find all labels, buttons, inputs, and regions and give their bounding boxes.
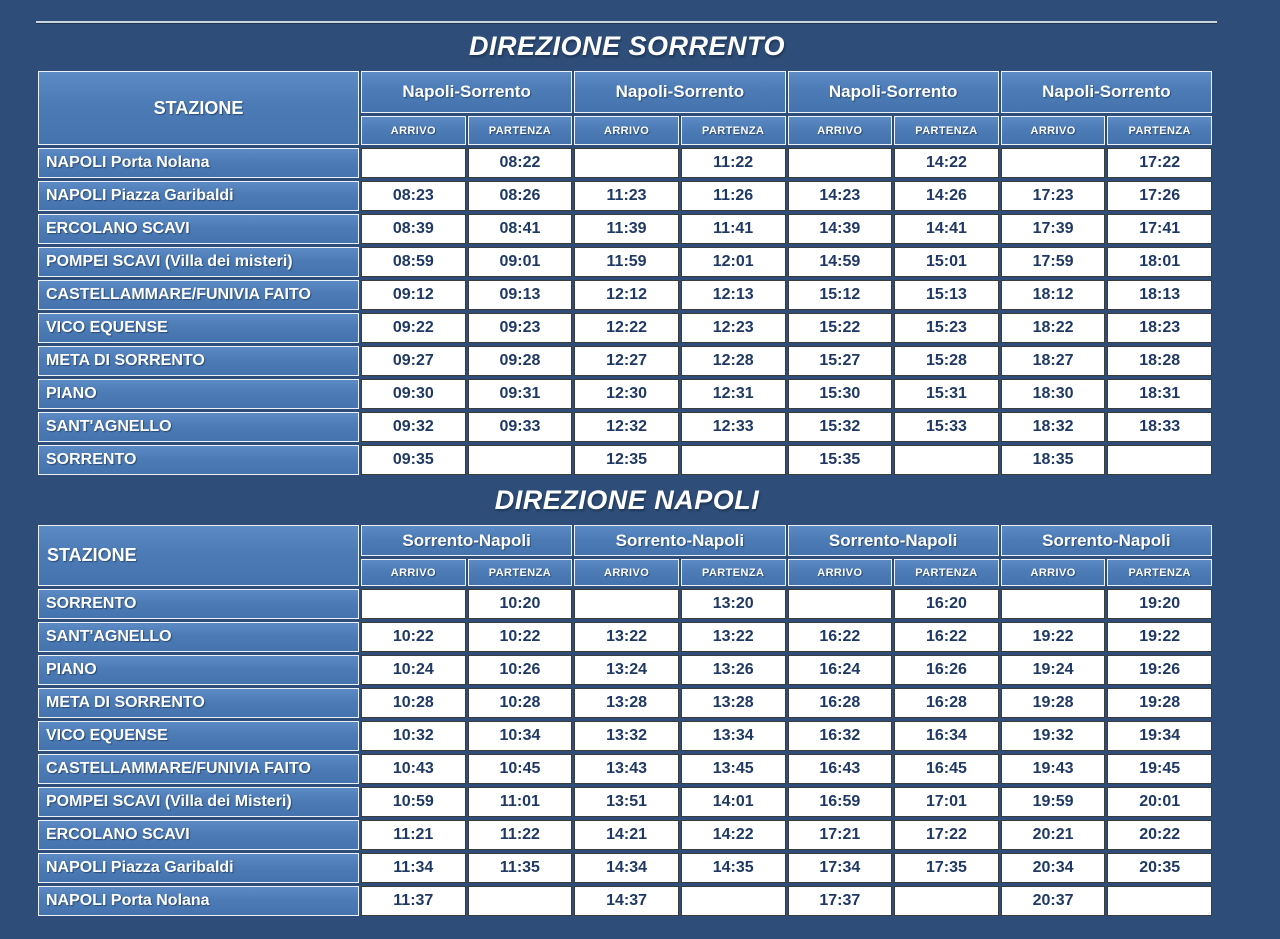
time-cell: 14:22 xyxy=(894,148,999,178)
train-group-header: Sorrento-Napoli xyxy=(574,525,785,556)
partenza-column-header: PARTENZA xyxy=(894,116,999,145)
time-cell: 19:32 xyxy=(1001,721,1106,751)
table-row xyxy=(38,688,1212,718)
time-cell: 18:12 xyxy=(1001,280,1106,310)
time-cell: 17:41 xyxy=(1107,214,1212,244)
time-cell: 14:34 xyxy=(574,853,679,883)
time-cell: 09:32 xyxy=(361,412,466,442)
time-cell: 10:22 xyxy=(361,622,466,652)
time-cell: 19:22 xyxy=(1107,622,1212,652)
time-cell: 09:31 xyxy=(468,379,573,409)
arrivo-column-header: ARRIVO xyxy=(574,116,679,145)
time-cell: 13:26 xyxy=(681,655,786,685)
time-cell: 12:30 xyxy=(574,379,679,409)
section-title: DIREZIONE NAPOLI xyxy=(494,485,760,515)
time-cell: 08:59 xyxy=(361,247,466,277)
arrivo-column-header: ARRIVO xyxy=(788,559,893,586)
time-cell: 12:31 xyxy=(681,379,786,409)
direzione-napoli-section xyxy=(38,485,1280,919)
time-cell xyxy=(788,148,893,178)
time-cell: 20:21 xyxy=(1001,820,1106,850)
time-cell: 12:13 xyxy=(681,280,786,310)
station-cell: META DI SORRENTO xyxy=(38,346,359,376)
time-cell: 12:12 xyxy=(574,280,679,310)
time-cell: 13:43 xyxy=(574,754,679,784)
time-cell: 11:22 xyxy=(468,820,573,850)
time-cell: 20:35 xyxy=(1107,853,1212,883)
time-cell: 16:43 xyxy=(788,754,893,784)
top-divider xyxy=(36,21,1217,24)
time-cell: 09:28 xyxy=(468,346,573,376)
table-row xyxy=(38,721,1212,751)
table-row xyxy=(38,214,1212,244)
time-cell: 16:22 xyxy=(788,622,893,652)
time-cell xyxy=(468,445,573,475)
time-cell: 14:22 xyxy=(681,820,786,850)
table-row xyxy=(38,280,1212,310)
time-cell: 10:24 xyxy=(361,655,466,685)
station-cell: ERCOLANO SCAVI xyxy=(38,820,359,850)
table-row xyxy=(38,754,1212,784)
time-cell: 18:30 xyxy=(1001,379,1106,409)
partenza-column-header: PARTENZA xyxy=(1107,559,1212,586)
time-cell: 13:20 xyxy=(681,589,786,619)
time-cell: 10:34 xyxy=(468,721,573,751)
time-cell: 17:22 xyxy=(894,820,999,850)
time-cell: 13:45 xyxy=(681,754,786,784)
station-cell: SORRENTO xyxy=(38,589,359,619)
time-cell: 14:23 xyxy=(788,181,893,211)
station-cell: PIANO xyxy=(38,379,359,409)
table-row xyxy=(38,886,1212,916)
time-cell: 11:59 xyxy=(574,247,679,277)
station-cell: VICO EQUENSE xyxy=(38,721,359,751)
time-cell xyxy=(1001,589,1106,619)
time-cell: 19:59 xyxy=(1001,787,1106,817)
time-cell: 12:28 xyxy=(681,346,786,376)
table-row xyxy=(38,181,1212,211)
time-cell xyxy=(361,148,466,178)
time-cell: 16:22 xyxy=(894,622,999,652)
table-row xyxy=(38,853,1212,883)
partenza-column-header: PARTENZA xyxy=(468,559,573,586)
time-cell: 16:59 xyxy=(788,787,893,817)
time-cell: 18:31 xyxy=(1107,379,1212,409)
time-cell: 18:22 xyxy=(1001,313,1106,343)
time-cell: 08:22 xyxy=(468,148,573,178)
partenza-column-header: PARTENZA xyxy=(681,116,786,145)
time-cell: 17:21 xyxy=(788,820,893,850)
direzione-sorrento-section xyxy=(38,31,1280,478)
time-cell: 14:01 xyxy=(681,787,786,817)
time-cell: 16:28 xyxy=(894,688,999,718)
time-cell xyxy=(574,589,679,619)
table-row xyxy=(38,313,1212,343)
time-cell: 10:22 xyxy=(468,622,573,652)
table-row xyxy=(38,589,1212,619)
arrivo-column-header: ARRIVO xyxy=(361,116,466,145)
time-cell: 15:22 xyxy=(788,313,893,343)
time-cell: 20:34 xyxy=(1001,853,1106,883)
time-cell xyxy=(1107,445,1212,475)
station-cell: CASTELLAMMARE/FUNIVIA FAITO xyxy=(38,754,359,784)
time-cell: 14:21 xyxy=(574,820,679,850)
time-cell: 19:43 xyxy=(1001,754,1106,784)
partenza-column-header: PARTENZA xyxy=(681,559,786,586)
arrivo-column-header: ARRIVO xyxy=(1001,116,1106,145)
time-cell: 13:22 xyxy=(574,622,679,652)
time-cell: 12:23 xyxy=(681,313,786,343)
arrivo-column-header: ARRIVO xyxy=(574,559,679,586)
table-row xyxy=(38,379,1212,409)
train-group-header: Napoli-Sorrento xyxy=(574,71,785,113)
time-cell: 13:28 xyxy=(574,688,679,718)
time-cell: 10:26 xyxy=(468,655,573,685)
time-cell: 13:32 xyxy=(574,721,679,751)
time-cell: 11:26 xyxy=(681,181,786,211)
time-cell: 18:28 xyxy=(1107,346,1212,376)
train-group-header: Sorrento-Napoli xyxy=(1001,525,1212,556)
train-group-header: Napoli-Sorrento xyxy=(788,71,999,113)
time-cell: 16:24 xyxy=(788,655,893,685)
time-cell: 19:28 xyxy=(1001,688,1106,718)
time-cell: 12:35 xyxy=(574,445,679,475)
time-cell: 09:33 xyxy=(468,412,573,442)
time-cell: 11:01 xyxy=(468,787,573,817)
time-cell: 15:01 xyxy=(894,247,999,277)
direzione-sorrento-table xyxy=(36,68,1214,478)
time-cell: 16:45 xyxy=(894,754,999,784)
station-cell: PIANO xyxy=(38,655,359,685)
time-cell: 12:33 xyxy=(681,412,786,442)
train-group-header: Napoli-Sorrento xyxy=(361,71,572,113)
time-cell: 16:28 xyxy=(788,688,893,718)
station-cell: SANT'AGNELLO xyxy=(38,412,359,442)
time-cell: 17:59 xyxy=(1001,247,1106,277)
station-cell: ERCOLANO SCAVI xyxy=(38,214,359,244)
time-cell: 18:13 xyxy=(1107,280,1212,310)
time-cell: 13:28 xyxy=(681,688,786,718)
section-title: DIREZIONE SORRENTO xyxy=(468,31,786,61)
time-cell xyxy=(681,886,786,916)
time-cell: 10:45 xyxy=(468,754,573,784)
time-cell: 12:27 xyxy=(574,346,679,376)
table-row xyxy=(38,787,1212,817)
time-cell: 11:39 xyxy=(574,214,679,244)
time-cell: 18:35 xyxy=(1001,445,1106,475)
time-cell: 12:01 xyxy=(681,247,786,277)
station-column-header: STAZIONE xyxy=(38,525,359,586)
arrivo-column-header: ARRIVO xyxy=(1001,559,1106,586)
time-cell xyxy=(574,148,679,178)
time-cell: 15:28 xyxy=(894,346,999,376)
time-cell: 14:59 xyxy=(788,247,893,277)
time-cell: 08:26 xyxy=(468,181,573,211)
table-row xyxy=(38,247,1212,277)
time-cell: 17:35 xyxy=(894,853,999,883)
time-cell: 13:34 xyxy=(681,721,786,751)
time-cell: 17:01 xyxy=(894,787,999,817)
time-cell: 08:41 xyxy=(468,214,573,244)
time-cell xyxy=(1107,886,1212,916)
table-row xyxy=(38,655,1212,685)
group-header-row xyxy=(38,71,1212,113)
table-row xyxy=(38,412,1212,442)
time-cell: 08:23 xyxy=(361,181,466,211)
time-cell: 15:12 xyxy=(788,280,893,310)
time-cell: 14:35 xyxy=(681,853,786,883)
station-cell: SORRENTO xyxy=(38,445,359,475)
time-cell: 11:22 xyxy=(681,148,786,178)
time-cell: 20:37 xyxy=(1001,886,1106,916)
time-cell: 18:33 xyxy=(1107,412,1212,442)
time-cell: 16:26 xyxy=(894,655,999,685)
partenza-column-header: PARTENZA xyxy=(1107,116,1212,145)
station-cell: POMPEI SCAVI (Villa dei Misteri) xyxy=(38,787,359,817)
time-cell: 09:23 xyxy=(468,313,573,343)
time-cell xyxy=(788,589,893,619)
station-cell: POMPEI SCAVI (Villa dei misteri) xyxy=(38,247,359,277)
time-cell xyxy=(1001,148,1106,178)
group-header-row xyxy=(38,525,1212,556)
time-cell xyxy=(894,886,999,916)
partenza-column-header: PARTENZA xyxy=(894,559,999,586)
time-cell: 15:30 xyxy=(788,379,893,409)
station-cell: VICO EQUENSE xyxy=(38,313,359,343)
time-cell: 19:20 xyxy=(1107,589,1212,619)
time-cell: 13:51 xyxy=(574,787,679,817)
time-cell: 11:37 xyxy=(361,886,466,916)
table-row xyxy=(38,148,1212,178)
station-cell: NAPOLI Piazza Garibaldi xyxy=(38,181,359,211)
time-cell: 15:27 xyxy=(788,346,893,376)
train-group-header: Sorrento-Napoli xyxy=(361,525,572,556)
time-cell: 14:39 xyxy=(788,214,893,244)
time-cell: 11:35 xyxy=(468,853,573,883)
station-cell: META DI SORRENTO xyxy=(38,688,359,718)
arrivo-column-header: ARRIVO xyxy=(361,559,466,586)
time-cell: 11:21 xyxy=(361,820,466,850)
time-cell: 14:26 xyxy=(894,181,999,211)
time-cell: 20:22 xyxy=(1107,820,1212,850)
time-cell: 15:31 xyxy=(894,379,999,409)
time-cell: 10:32 xyxy=(361,721,466,751)
table-row xyxy=(38,622,1212,652)
time-cell: 20:01 xyxy=(1107,787,1212,817)
time-cell: 09:12 xyxy=(361,280,466,310)
time-cell xyxy=(468,886,573,916)
time-cell: 08:39 xyxy=(361,214,466,244)
time-cell: 16:20 xyxy=(894,589,999,619)
time-cell: 09:27 xyxy=(361,346,466,376)
station-cell: NAPOLI Porta Nolana xyxy=(38,148,359,178)
time-cell: 12:32 xyxy=(574,412,679,442)
time-cell: 13:24 xyxy=(574,655,679,685)
time-cell: 19:26 xyxy=(1107,655,1212,685)
time-cell xyxy=(681,445,786,475)
time-cell: 16:32 xyxy=(788,721,893,751)
table-row xyxy=(38,445,1212,475)
station-column-header: STAZIONE xyxy=(38,71,359,145)
time-cell: 18:27 xyxy=(1001,346,1106,376)
time-cell xyxy=(894,445,999,475)
time-cell: 09:35 xyxy=(361,445,466,475)
time-cell: 19:24 xyxy=(1001,655,1106,685)
time-cell: 11:23 xyxy=(574,181,679,211)
station-cell: NAPOLI Porta Nolana xyxy=(38,886,359,916)
time-cell: 11:34 xyxy=(361,853,466,883)
time-cell: 18:32 xyxy=(1001,412,1106,442)
time-cell: 10:28 xyxy=(468,688,573,718)
time-cell: 09:13 xyxy=(468,280,573,310)
time-cell: 15:32 xyxy=(788,412,893,442)
time-cell: 14:37 xyxy=(574,886,679,916)
train-group-header: Napoli-Sorrento xyxy=(1001,71,1212,113)
direzione-napoli-table xyxy=(36,522,1214,919)
time-cell: 19:34 xyxy=(1107,721,1212,751)
time-cell: 15:13 xyxy=(894,280,999,310)
station-cell: NAPOLI Piazza Garibaldi xyxy=(38,853,359,883)
time-cell: 15:33 xyxy=(894,412,999,442)
time-cell: 17:26 xyxy=(1107,181,1212,211)
time-cell: 19:28 xyxy=(1107,688,1212,718)
time-cell: 18:23 xyxy=(1107,313,1212,343)
time-cell: 19:22 xyxy=(1001,622,1106,652)
time-cell: 17:34 xyxy=(788,853,893,883)
table-row xyxy=(38,820,1212,850)
time-cell: 13:22 xyxy=(681,622,786,652)
train-group-header: Sorrento-Napoli xyxy=(788,525,999,556)
arrivo-column-header: ARRIVO xyxy=(788,116,893,145)
time-cell: 10:20 xyxy=(468,589,573,619)
time-cell: 17:23 xyxy=(1001,181,1106,211)
time-cell: 09:22 xyxy=(361,313,466,343)
time-cell: 09:30 xyxy=(361,379,466,409)
time-cell: 11:41 xyxy=(681,214,786,244)
time-cell: 09:01 xyxy=(468,247,573,277)
time-cell: 16:34 xyxy=(894,721,999,751)
table-row xyxy=(38,346,1212,376)
time-cell: 15:35 xyxy=(788,445,893,475)
time-cell: 17:39 xyxy=(1001,214,1106,244)
time-cell: 12:22 xyxy=(574,313,679,343)
time-cell xyxy=(361,589,466,619)
time-cell: 10:43 xyxy=(361,754,466,784)
station-cell: CASTELLAMMARE/FUNIVIA FAITO xyxy=(38,280,359,310)
time-cell: 10:59 xyxy=(361,787,466,817)
station-cell: SANT'AGNELLO xyxy=(38,622,359,652)
time-cell: 15:23 xyxy=(894,313,999,343)
time-cell: 17:22 xyxy=(1107,148,1212,178)
time-cell: 10:28 xyxy=(361,688,466,718)
time-cell: 19:45 xyxy=(1107,754,1212,784)
time-cell: 18:01 xyxy=(1107,247,1212,277)
time-cell: 14:41 xyxy=(894,214,999,244)
time-cell: 17:37 xyxy=(788,886,893,916)
partenza-column-header: PARTENZA xyxy=(468,116,573,145)
